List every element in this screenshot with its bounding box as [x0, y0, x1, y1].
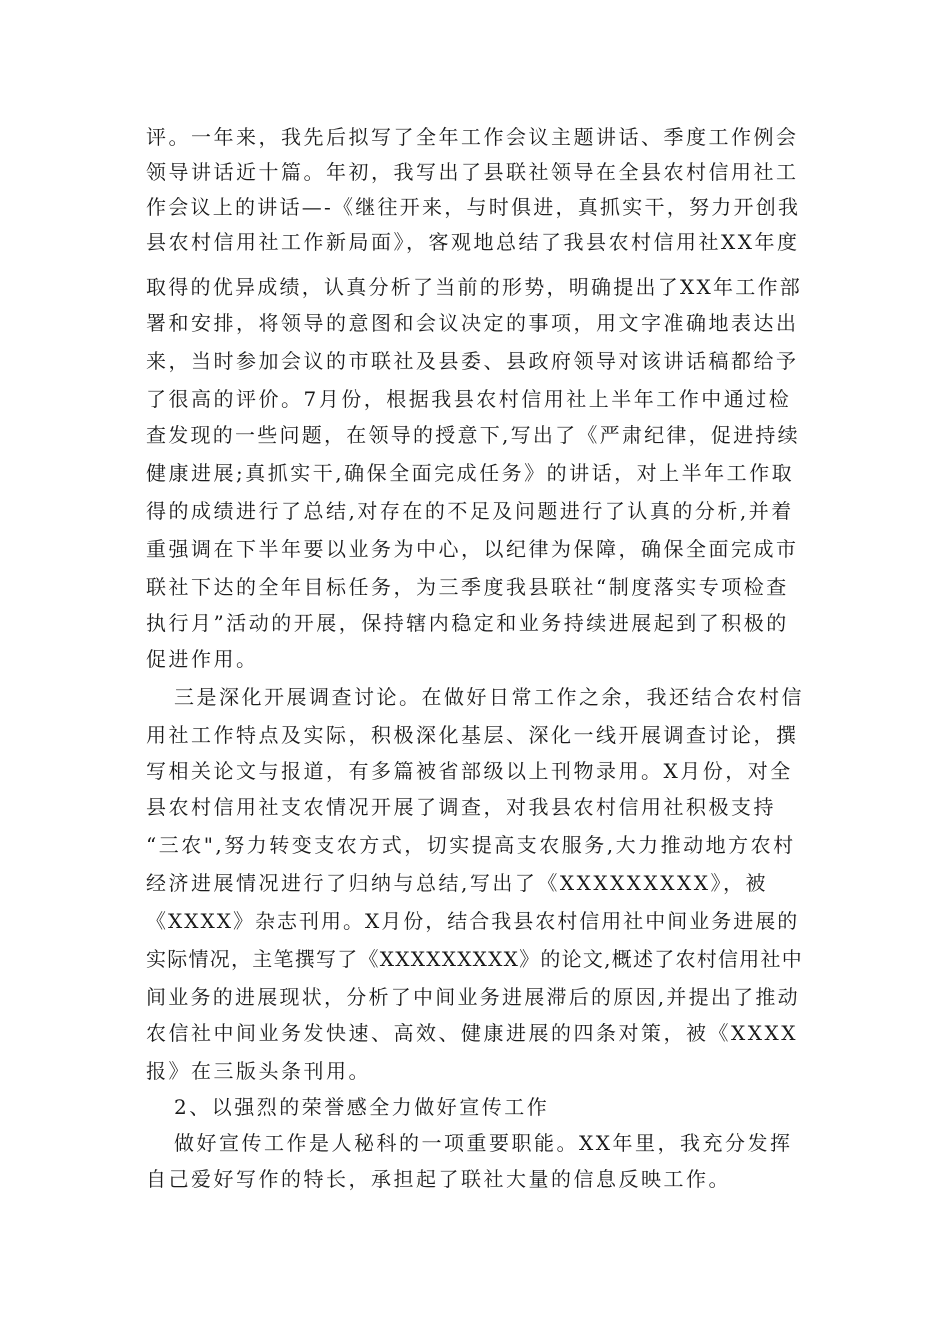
text-line: 查发现的一些问题，在领导的授意下,写出了《严肃纪律，促进持续 — [146, 423, 800, 447]
text-line: 用社工作特点及实际，积极深化基层、深化一线开展调查讨论，撰 — [146, 723, 799, 747]
text-line: 署和安排，将领导的意图和会议决定的事项，用文字准确地表达出 — [146, 311, 799, 335]
text-line: 重强调在下半年要以业务为中心，以纪律为保障，确保全面完成市 — [146, 537, 799, 561]
paragraph-first-line: 三是深化开展调查讨论。在做好日常工作之余，我还结合农村信 — [174, 685, 804, 709]
text-line: 农信社中间业务发快速、高效、健康进展的四条对策，被《XXXX — [146, 1021, 798, 1045]
text-line: 实际情况，主笔撰写了《XXXXXXXXX》的论文,概述了农村信用社中 — [146, 947, 804, 971]
text-line: 联社下达的全年目标任务，为三季度我县联社“制度落实专项检查 — [146, 575, 789, 599]
text-line: 写相关论文与报道，有多篇被省部级以上刊物录用。X月份，对全 — [146, 759, 793, 783]
text-line: “三农",努力转变支农方式，切实提高支农服务,大力推动地方农村 — [146, 833, 796, 857]
text-line: 领导讲话近十篇。年初，我写出了县联社领导在全县农村信用社工 — [146, 160, 799, 184]
text-line: 取得的优异成绩，认真分析了当前的形势，明确提出了XX年工作部 — [146, 275, 802, 299]
text-line: 《XXXX》杂志刊用。X月份，结合我县农村信用社中间业务进展的 — [146, 909, 800, 933]
text-line: 县农村信用社支农情况开展了调查，对我县农村信用社积极支持 — [146, 795, 776, 819]
text-line: 县农村信用社工作新局面》，客观地总结了我县农村信用社XX年度 — [146, 230, 800, 254]
text-line: 自己爱好写作的特长，承担起了联社大量的信息反映工作。 — [146, 1167, 731, 1191]
text-line: 间业务的进展现状，分析了中间业务进展滞后的原因,并提出了推动 — [146, 985, 800, 1009]
paragraph-first-line: 做好宣传工作是人秘科的一项重要职能。XX年里，我充分发挥 — [174, 1131, 793, 1155]
text-line: 作会议上的讲话—-《继往开来，与时俱进，真抓实干，努力开创我 — [146, 195, 801, 219]
section-heading: 2、以强烈的荣誉感全力做好宣传工作 — [174, 1095, 550, 1119]
text-line: 报》在三版头条刊用。 — [146, 1059, 371, 1083]
text-line: 促进作用。 — [146, 647, 259, 671]
text-line: 经济进展情况进行了归纳与总结,写出了《XXXXXXXXX》，被 — [146, 871, 769, 895]
text-line: 健康进展;真抓实干,确保全面完成任务》的讲话，对上半年工作取 — [146, 461, 795, 485]
text-line: 执行月”活动的开展，保持辖内稳定和业务持续进展起到了积极的 — [146, 611, 789, 635]
text-line: 评。一年来，我先后拟写了全年工作会议主题讲话、季度工作例会 — [146, 125, 799, 149]
text-line: 得的成绩进行了总结,对存在的不足及问题进行了认真的分析,并着 — [146, 499, 794, 523]
text-line: 了很高的评价。7月份，根据我县农村信用社上半年工作中通过检 — [146, 387, 792, 411]
text-line: 来，当时参加会议的市联社及县委、县政府领导对该讲话稿都给予 — [146, 349, 799, 373]
